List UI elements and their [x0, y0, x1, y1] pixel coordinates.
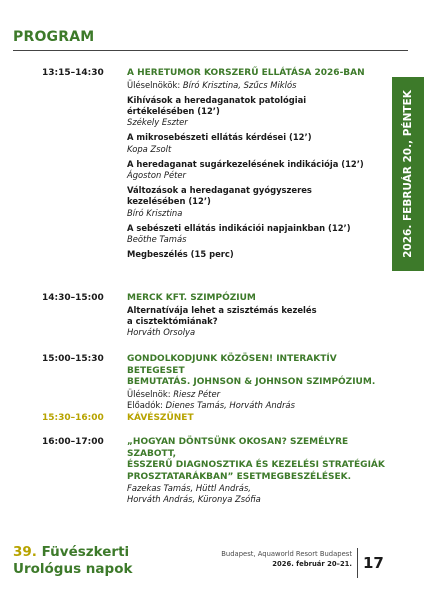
talk-speaker: Beöthe Tamás	[127, 233, 187, 244]
session-body	[127, 293, 389, 338]
session-body	[127, 437, 389, 505]
chairs-label: Üléselnökök:	[127, 79, 181, 90]
session-title: ÉSSZERŰ DIAGNOSZTIKA ÉS KEZELÉSI STRATÉGIÁK	[127, 460, 385, 470]
talk-title: értékelésében (12’)	[127, 105, 220, 116]
talk-speaker: Horváth Orsolya	[127, 326, 196, 337]
session-title: „HOGYAN DÖNTSÜNK OKOSAN? SZEMÉLYRE SZABOTT,	[127, 437, 349, 459]
talk-title: Alternatívája lehet a szisztémás kezelés	[127, 304, 317, 315]
session-body	[127, 354, 389, 411]
footer-event-line2: Urológus napok	[13, 560, 133, 577]
session-time: 14:30–15:00	[42, 293, 104, 303]
footer-divider	[357, 548, 358, 578]
footer-venue-info	[221, 550, 352, 569]
session-speakers: Horváth András, Küronya Zsófia	[127, 494, 261, 505]
talk-title: Kihívások a heredaganatok patológiai	[127, 94, 307, 105]
talk-title: a cisztektómiának?	[127, 315, 218, 326]
chair-label: Üléselnök:	[127, 388, 171, 399]
session-title: BEMUTATÁS. JOHNSON & JOHNSON SZIMPÓZIUM.	[127, 377, 376, 387]
session-time: 13:15–14:30	[42, 68, 104, 78]
session-time: 15:00–15:30	[42, 354, 104, 364]
talk-title: A sebészeti ellátás indikációi napjainkban (12’)	[127, 222, 351, 233]
page-number: 17	[363, 554, 384, 572]
session-body	[127, 68, 389, 260]
session-time: 16:00–17:00	[42, 437, 104, 447]
talk-speaker: Székely Eszter	[127, 117, 188, 128]
footer-event-line1: Füvészkerti	[41, 544, 130, 560]
talk-title: kezelésében (12’)	[127, 196, 211, 207]
footer-venue: Budapest, Aquaworld Resort Budapest	[221, 550, 352, 558]
session-title: GONDOLKODJUNK KÖZÖSEN! INTERAKTÍV BETEGESET	[127, 354, 337, 376]
footer-edition: 39.	[13, 544, 37, 560]
presenters-label: Előadók:	[127, 399, 163, 410]
presenters-names: Dienes Tamás, Horváth András	[165, 399, 295, 410]
talk-title: A mikrosebészeti ellátás kérdései (12’)	[127, 132, 312, 143]
session-title: MERCK KFT. SZIMPÓZIUM	[127, 293, 256, 303]
session-title: PROSZTATARÁKBAN” ESETMEGBESZÉLÉSEK.	[127, 471, 352, 482]
session-chair	[127, 389, 389, 400]
date-side-tab-label: 2026. FEBRUÁR 20., PÉNTEK	[402, 90, 414, 258]
session-speakers: Fazekas Tamás, Hüttl András,	[127, 483, 251, 493]
session-body	[127, 413, 389, 425]
date-side-tab	[392, 77, 424, 271]
talk-speaker: Kopa Zsolt	[127, 143, 172, 154]
session-chairs	[127, 80, 389, 91]
footer-event-name	[13, 544, 132, 577]
session-title: A HERETUMOR KORSZERŰ ELLÁTÁSA 2026-BAN	[127, 68, 365, 78]
chairs-names: Bíró Krisztina, Szűcs Miklós	[182, 79, 297, 90]
session-presenters	[127, 400, 389, 411]
discussion: Megbeszélés (15 perc)	[127, 249, 234, 260]
talk-speaker: Ágoston Péter	[127, 169, 186, 180]
talk-title: Változások a heredaganat gyógyszeres	[127, 185, 312, 196]
program-header: PROGRAM	[13, 29, 95, 45]
coffee-break-title: KÁVÉSZÜNET	[127, 413, 194, 423]
header-divider	[13, 50, 408, 51]
session-time: 15:30–16:00	[42, 413, 104, 423]
footer-dates: 2026. február 20–21.	[272, 559, 352, 568]
talk-speaker: Bíró Krisztina	[127, 207, 183, 218]
chair-name: Riesz Péter	[173, 388, 221, 399]
talk-title: A heredaganat sugárkezelésének indikációja (12’)	[127, 158, 364, 169]
